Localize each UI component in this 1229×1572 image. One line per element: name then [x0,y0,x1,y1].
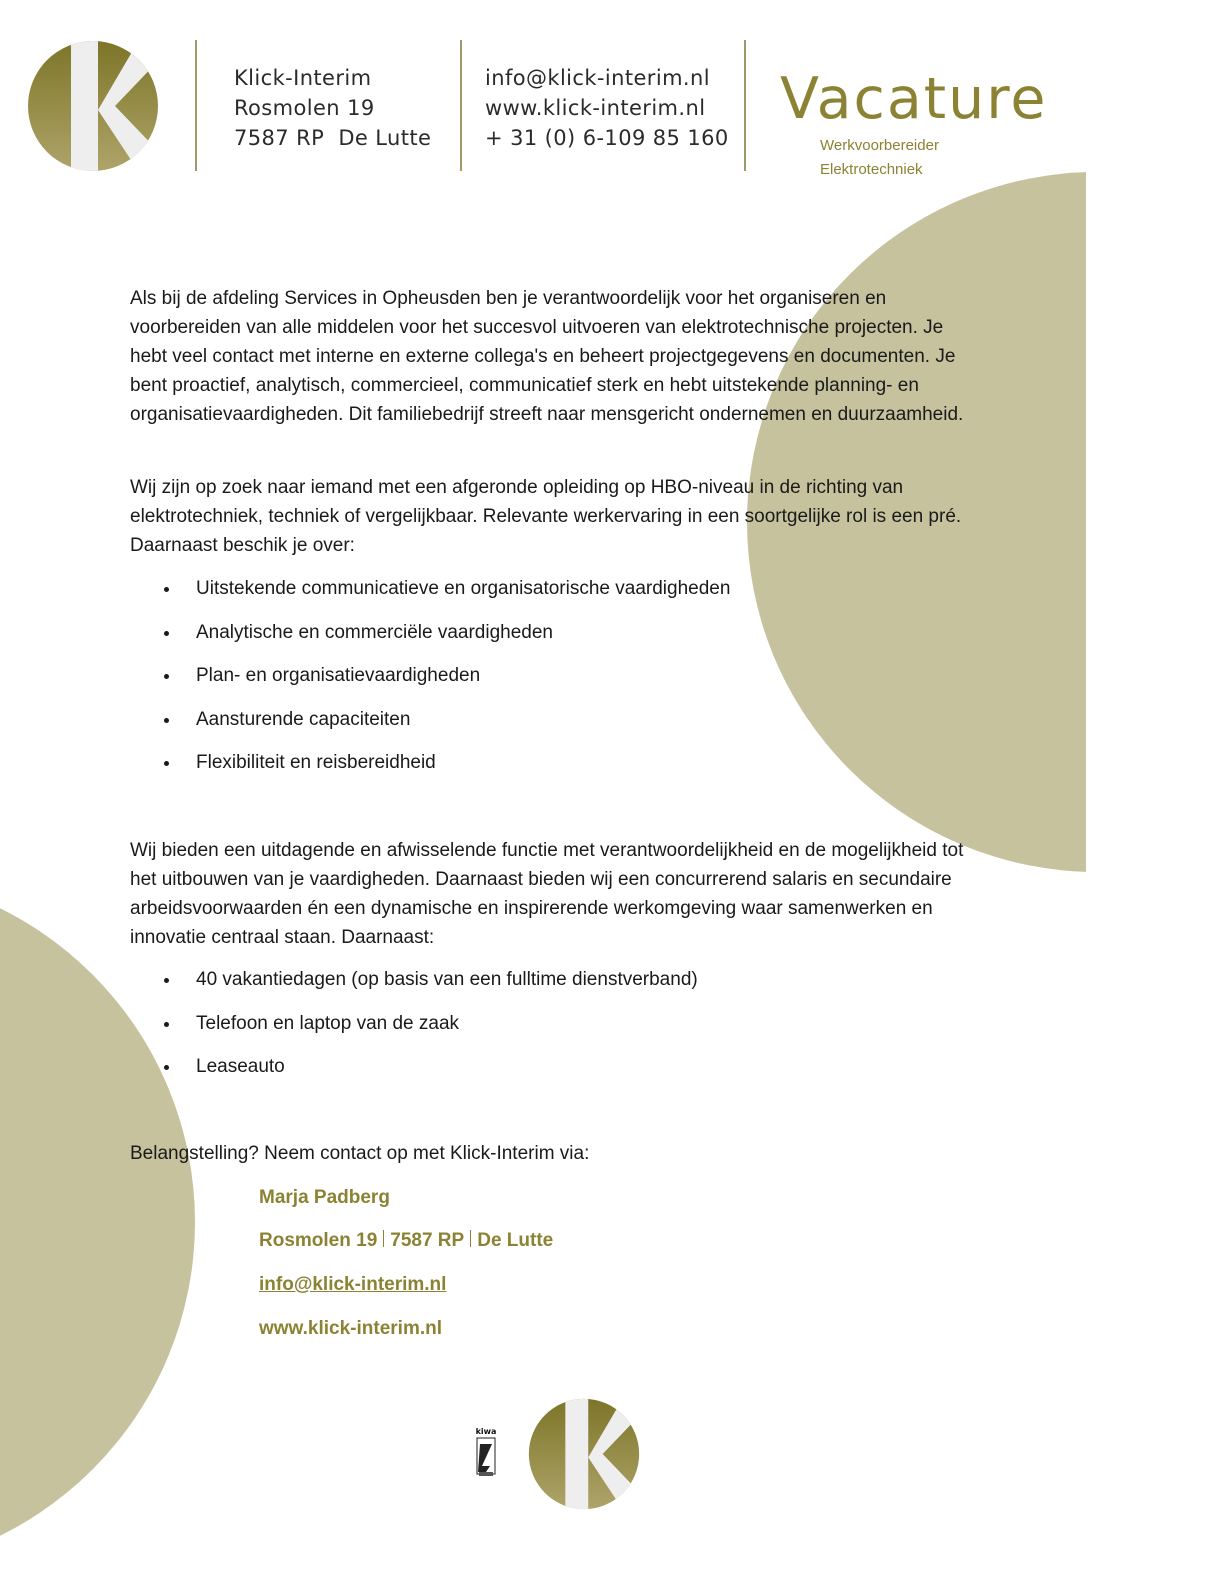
kiwa-label: kiwa [475,1427,497,1436]
requirements-list [130,574,730,792]
contact-postcode: 7587 RP [390,1230,465,1251]
contact-intro: Belangstelling? Neem contact op met Klick-Interim via: [130,1143,590,1164]
document-title: Vacature [780,66,1048,132]
job-title [820,134,939,182]
kiwa-badge [474,1427,498,1479]
bullet-icon [164,631,169,636]
job-title-line2: Elektrotechniek [820,161,923,178]
header-divider [460,40,462,171]
company-street: Rosmolen 19 [234,96,375,120]
header-divider [195,40,197,171]
kiwa-certificate-icon [474,1436,498,1478]
contact-address [259,1226,553,1255]
klick-logo-footer [528,1398,640,1510]
contact-street: Rosmolen 19 [259,1230,378,1251]
bullet-icon [164,978,169,983]
list-item: Analytische en commerciële vaardigheden [130,618,730,662]
contact-city: De Lutte [477,1230,554,1251]
list-item: Plan- en organisatievaardigheden [130,661,730,705]
company-name: Klick-Interim [234,66,372,90]
bullet-icon [164,1065,169,1070]
bullet-icon [164,718,169,723]
company-email[interactable]: info@klick-interim.nl [485,66,710,90]
contact-name: Marja Padberg [259,1187,390,1208]
company-website[interactable]: www.klick-interim.nl [485,96,706,120]
list-item: Leaseauto [130,1052,698,1096]
bullet-icon [164,1022,169,1027]
company-contact [485,63,729,153]
contact-email-link[interactable]: info@klick-interim.nl [259,1274,447,1295]
bullet-icon [164,674,169,679]
company-city: 7587 RP De Lutte [234,126,432,150]
bullet-icon [164,587,169,592]
list-item: Aansturende capaciteiten [130,705,730,749]
list-item: Telefoon en laptop van de zaak [130,1009,698,1053]
benefits-list [130,965,698,1096]
klick-logo [27,40,159,172]
contact-website[interactable]: www.klick-interim.nl [259,1318,443,1339]
offer-paragraph: Wij bieden een uitdagende en afwisselende functie met verantwoordelijkheid en de mogelijkheid tot het uitbouwen van je vaardigheden. Daarnaast bieden wij een concurrerend salaris en secundaire arbeidsvoorwaarden én een dynamische en inspirerende werkomgeving waar samenwerken en innovatie centraal staan. Daarnaast: [130,840,964,948]
separator [383,1230,384,1247]
company-phone: + 31 (0) 6-109 85 160 [485,126,729,150]
intro-paragraph-1: Als bij de afdeling Services in Opheusden ben je verantwoordelijk voor het organiseren en voorbereiden van alle middelen voor het succesvol uitvoeren van elektrotechnische projecten. Je hebt veel contact met interne en externe collega's en beheert projectgegevens en documenten. Je bent proactief, analytisch, commercieel, communicatief sterk en hebt uitstekende planning- en organisatievaardigheden. Dit familiebedrijf streeft naar mensgericht ondernemen en duurzaamheid. [130,288,964,425]
contact-email-row [259,1270,446,1299]
list-item: 40 vakantiedagen (op basis van een fulltime dienstverband) [130,965,698,1009]
job-title-line1: Werkvoorbereider [820,137,939,154]
header-divider [744,40,746,171]
intro-paragraph-2: Wij zijn op zoek naar iemand met een afgeronde opleiding op HBO-niveau in de richting van elektrotechniek, techniek of vergelijkbaar. Relevante werkervaring in een soortgelijke rol is een pré. Daarnaast beschik je over: [130,477,962,556]
list-item: Uitstekende communicatieve en organisatorische vaardigheden [130,574,730,618]
bullet-icon [164,761,169,766]
list-item: Flexibiliteit en reisbereidheid [130,748,730,792]
company-address [234,63,431,153]
separator [470,1230,471,1247]
